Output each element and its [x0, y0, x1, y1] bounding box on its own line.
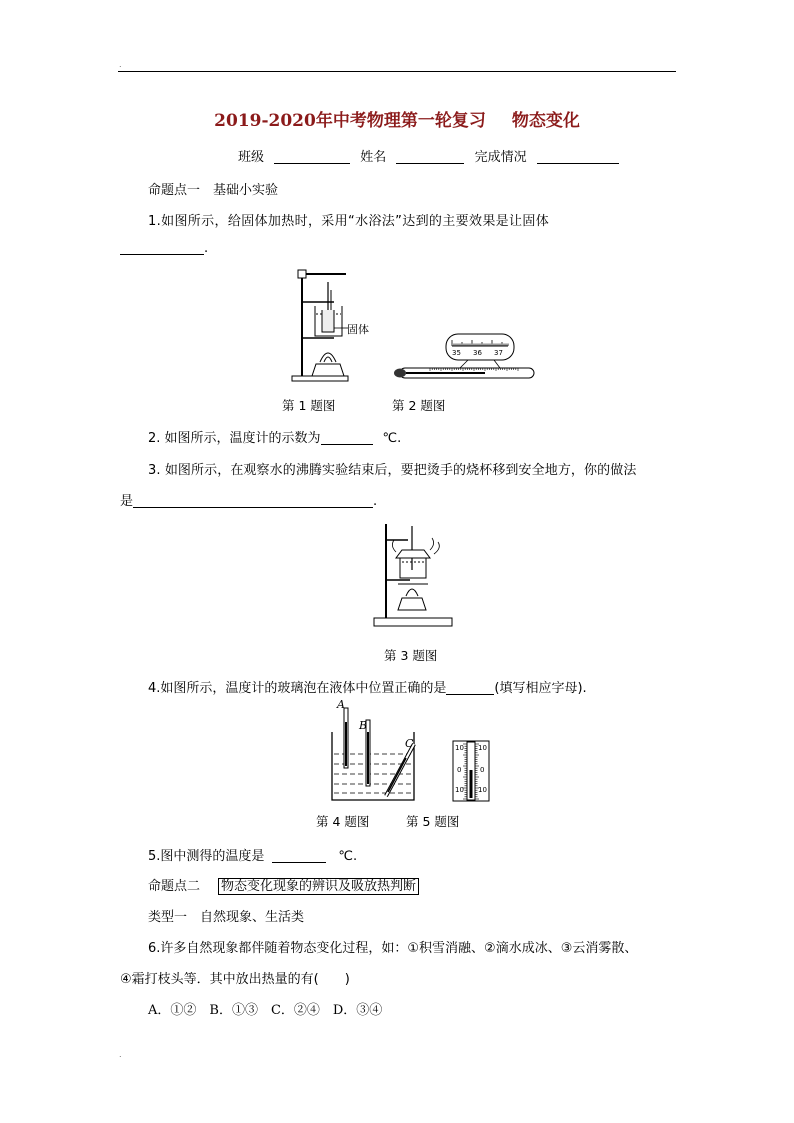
q6-line2: ④霜打枝头等．其中放出热量的有( ) [120, 972, 350, 987]
fig5-right-10-top: 10 [478, 744, 487, 752]
q4-text: 4.如图所示，温度计的玻璃泡在液体中位置正确的是 [148, 681, 447, 696]
fig2-caption: 第 2 题图 [392, 398, 446, 413]
status-field[interactable] [537, 150, 619, 164]
fig2-tick-35: 35 [452, 349, 461, 357]
q5-row [148, 845, 357, 864]
fig2-thermometer-diagram [390, 332, 536, 384]
fig4-thermometers-diagram [330, 702, 430, 802]
fig3-boiling-diagram [372, 520, 456, 630]
section1-heading: 命题点一 基础小实验 [148, 183, 279, 198]
type1-heading: 类型一 自然现象、生活类 [148, 910, 305, 925]
fig3-caption: 第 3 题图 [384, 648, 438, 663]
q1-answer-row [120, 241, 208, 256]
title-main: 2019-2020年中考物理第一轮复习 [214, 111, 486, 131]
section2-prefix: 命题点二 [148, 879, 201, 894]
q4-answer-blank[interactable] [446, 681, 494, 695]
header-dot: . [119, 60, 122, 69]
fig2-tick-36: 36 [473, 349, 482, 357]
q5-answer-blank[interactable] [272, 849, 326, 863]
q3-end: . [373, 494, 378, 509]
q5-unit: ℃. [338, 849, 358, 864]
q3-text: 3. 如图所示，在观察水的沸腾实验结束后，要把烫手的烧杯移到安全地方，你的做法 [148, 463, 637, 478]
q2-unit: ℃. [382, 431, 402, 446]
q6-options: A．①② B．①③ C．②④ D．③④ [148, 1003, 383, 1018]
fig4-label-c: C [405, 737, 414, 750]
fig1-solid-label: 固体 [347, 323, 369, 336]
name-field[interactable] [396, 150, 464, 164]
q1-end: . [204, 241, 209, 256]
page-title [0, 106, 794, 131]
fig2-tick-37: 37 [494, 349, 503, 357]
q2-row [148, 427, 401, 446]
q4-hint: (填写相应字母). [494, 681, 587, 696]
section2-heading [148, 875, 419, 894]
class-field[interactable] [274, 150, 350, 164]
fig1-caption: 第 1 题图 [282, 398, 336, 413]
fig5-right-10-bottom: 10 [478, 786, 487, 794]
section2-boxed-title: 物态变化现象的辨识及吸放热判断 [218, 878, 419, 895]
q1-answer-blank[interactable] [120, 241, 204, 255]
q3-answer-row [120, 490, 377, 509]
fig5-left-10-bottom: 10 [455, 786, 464, 794]
q2-text: 2. 如图所示，温度计的示数为 [148, 431, 321, 446]
title-topic: 物态变化 [511, 111, 580, 131]
fig4-caption: 第 4 题图 [316, 814, 370, 829]
name-label: 姓名 [360, 150, 387, 165]
footer-dot: . [119, 1050, 122, 1059]
fig5-caption: 第 5 题图 [406, 814, 460, 829]
q4-row [148, 677, 587, 696]
fig5-left-10-top: 10 [455, 744, 464, 752]
class-label: 班级 [238, 150, 265, 165]
fig5-left-0: 0 [457, 766, 462, 774]
q5-text: 5.图中测得的温度是 [148, 849, 265, 864]
header-rule [118, 71, 676, 72]
q3-answer-blank[interactable] [133, 494, 373, 508]
q6-line1: 6.许多自然现象都伴随着物态变化过程，如：①积雪消融、②滴水成冰、③云消雾散、 [148, 941, 638, 956]
student-info-row [238, 146, 625, 165]
q2-answer-blank[interactable] [321, 431, 373, 445]
fig4-label-a: A [337, 698, 345, 711]
q3-line2: 是 [120, 494, 134, 509]
q1-text: 1.如图所示，给固体加热时，采用“水浴法”达到的主要效果是让固体 [148, 214, 550, 229]
fig5-right-0: 0 [480, 766, 485, 774]
status-label: 完成情况 [474, 150, 527, 165]
fig4-label-b: B [359, 719, 368, 732]
